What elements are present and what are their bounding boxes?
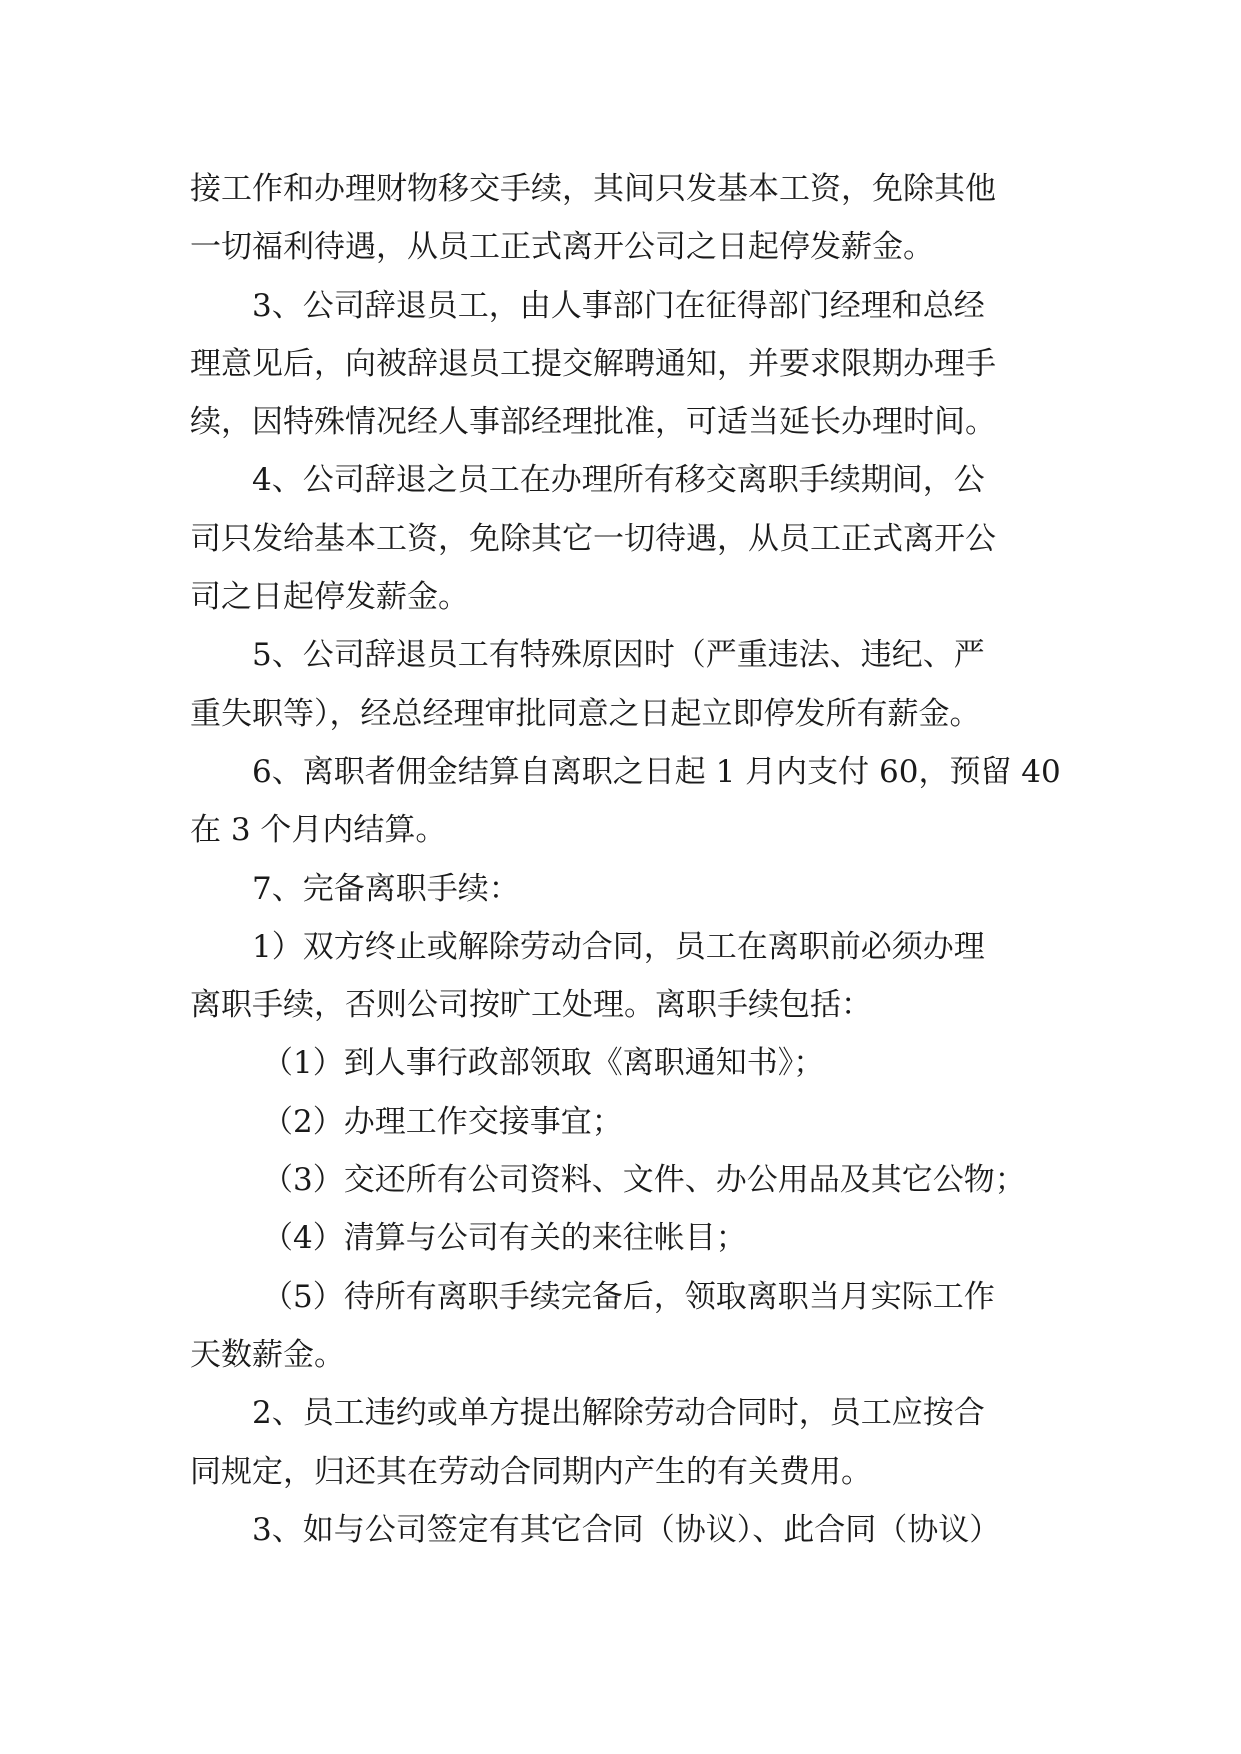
text-line: （3）交还所有公司资料、文件、办公用品及其它公物； (262, 1162, 1026, 1199)
text-line: 在 3 个月内结算。 (190, 812, 447, 849)
text-line: （5）待所有离职手续完备后，领取离职当月实际工作 (262, 1278, 995, 1315)
text-line: （4）清算与公司有关的来往帐目； (262, 1220, 747, 1257)
text-line: 一切福利待遇，从员工正式离开公司之日起停发薪金。 (190, 229, 934, 266)
text-line: （2）办理工作交接事宜； (262, 1103, 623, 1140)
text-line: 6、离职者佣金结算自离职之日起 1 月内支付 60，预留 40 (252, 753, 1061, 790)
text-line: 天数薪金。 (190, 1336, 345, 1373)
document-body (190, 160, 1070, 1559)
text-line: 同规定，归还其在劳动合同期内产生的有关费用。 (190, 1453, 872, 1490)
text-line: 司只发给基本工资，免除其它一切待遇，从员工正式离开公 (190, 520, 996, 557)
text-line: 司之日起停发薪金。 (190, 579, 469, 616)
text-line: 4、公司辞退之员工在办理所有移交离职手续期间，公 (252, 462, 985, 499)
text-line: 2、员工违约或单方提出解除劳动合同时，员工应按合 (252, 1395, 985, 1432)
text-line: 重失职等），经总经理审批同意之日起立即停发所有薪金。 (190, 695, 981, 732)
text-line: 1）双方终止或解除劳动合同，员工在离职前必须办理 (252, 928, 985, 965)
text-line: （1）到人事行政部领取《离职通知书》； (262, 1045, 825, 1082)
text-line: 续，因特殊情况经人事部经理批准，可适当延长办理时间。 (190, 404, 996, 441)
text-line: 3、如与公司签定有其它合同（协议）、此合同（协议） (252, 1511, 1001, 1548)
text-line: 接工作和办理财物移交手续，其间只发基本工资，免除其他 (190, 171, 996, 207)
text-line: 3、公司辞退员工，由人事部门在征得部门经理和总经 (252, 287, 985, 324)
text-line: 5、公司辞退员工有特殊原因时（严重违法、违纪、严 (252, 637, 985, 674)
text-line: 理意见后，向被辞退员工提交解聘通知，并要求限期办理手 (190, 345, 996, 382)
text-line: 离职手续，否则公司按旷工处理。离职手续包括： (190, 987, 872, 1024)
text-line: 7、完备离职手续： (252, 870, 520, 907)
